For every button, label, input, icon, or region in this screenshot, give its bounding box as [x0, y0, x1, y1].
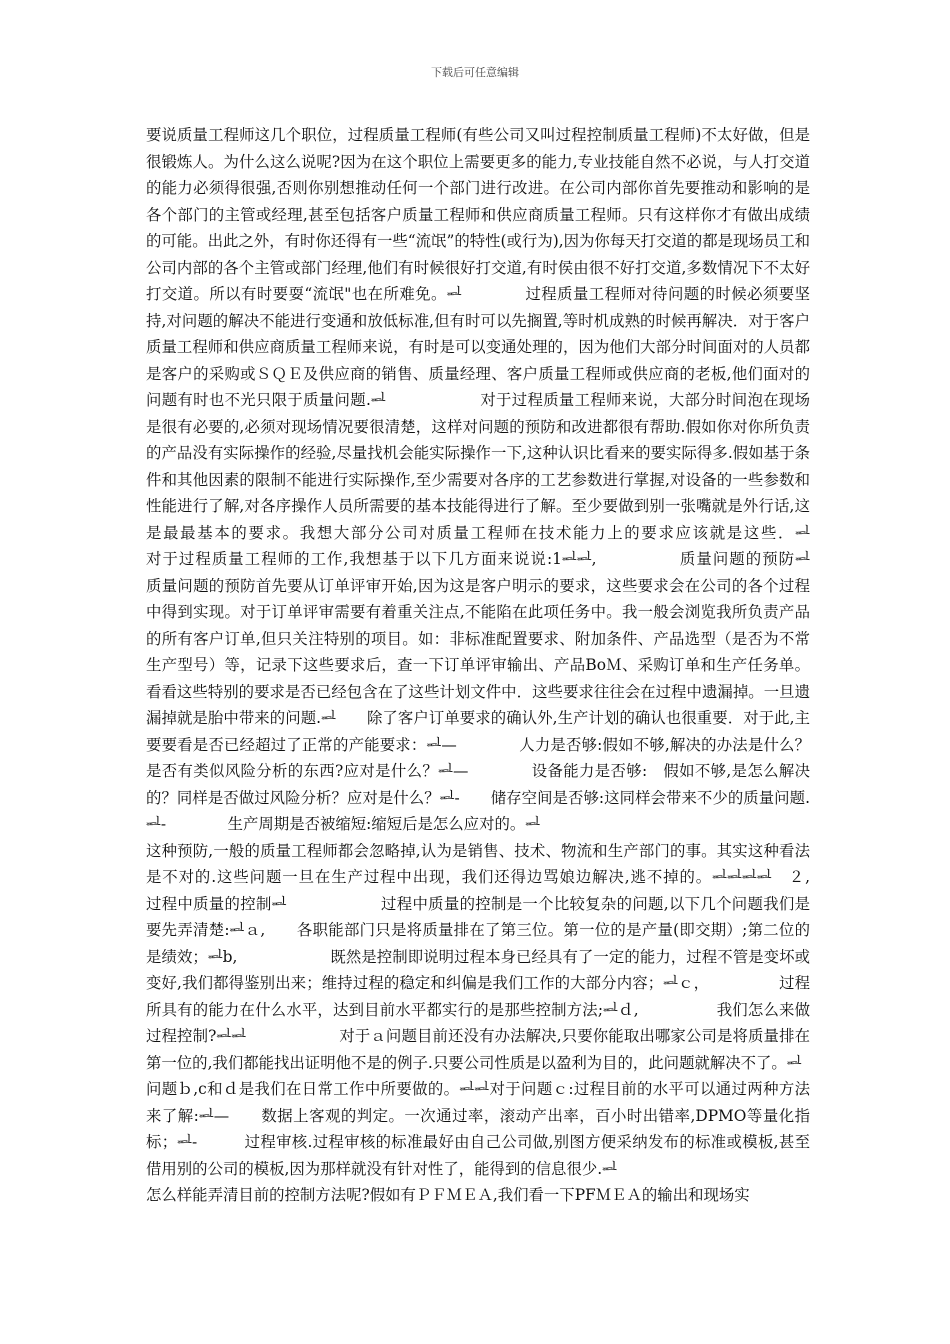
paragraph: 问题ｂ,c和ｄ是我们在日常工作中所要做的。ᆋᆋ对于问题ｃ:过程目前的水平可以通过两种方法来了解:ᆋ— 数据上客观的判定。一次通过率，滚动产出率，百小时出错率,DPMO等量化指标；ᆋ- 过程审核.过程审核的标准最好由自己公司做,别图方便采纳发布的标准或模板,甚至借用别的公司的模板,因为那样就没有针对性了，能得到的信息很少.ᆋ	[146, 1080, 810, 1178]
paragraph: 怎么样能弄清目前的控制方法呢?假如有ＰＦＭＥＡ,我们看一下PFＭＥＡ的输出和现场实	[146, 1186, 750, 1204]
paragraph: 要说质量工程师这几个职位，过程质量工程师(有些公司又叫过程控制质量工程师)不太好做，但是很锻炼人。为什么这么说呢?因为在这个职位上需要更多的能力,专业技能自然不必说，与人打交道的能力必须得很强,否则你别想推动任何一个部门进行改进。在公司内部你首先要推动和影响的是各个部门的主管或经理,甚至包括客户质量工程师和供应商质量工程师。只有这样你才有做出成绩的可能。出此之外，有时你还得有一些“流氓”的特性(或行为),因为你每天打交道的都是现场员工和公司内部的各个主管或部门经理,他们有时候很好打交道,有时侯由很不好打交道,多数情况下不太好打交道。所以有时要耍“流氓"也在所难免。ᆋ 过程质量工程师对待问题的时候必须要坚持,对问题的解决不能进行变通和放低标准,但有时可以先搁置,等时机成熟的时候再解决．对于客户质量工程师和供应商质量工程师来说，有时是可以变通处理的，因为他们大部分时间面对的人员都是客户的采购或ＳＱＥ及供应商的销售、质量经理、客户质量工程师或供应商的老板,他们面对的问题有时也不光只限于质量问题.ᆋ 对于过程质量工程师来说，大部分时间泡在现场是很有必要的,必须对现场情况要很清楚，这样对问题的预防和改进都很有帮助.假如你对你所负责的产品没有实际操作的经验,尽量找机会能实际操作一下,这种认识比看来的要实际得多.假如基于条件和其他因素的限制不能进行实际操作,至少需要对各序的工艺参数进行掌握,对设备的一些参数和性能进行了解,对各序操作人员所需要的基本技能得进行了解。至少要做到别一张嘴就是外行话,这是最最基本的要求。我想大部分公司对质量工程师在技术能力上的要求应该就是这些．ᆋ 对于过程质量工程师的工作,我想基于以下几方面来说说:1ᆋᆋ, 质量问题的预防ᆋ 质量问题的预防首先要从订单评审开始,因为这是客户明示的要求，这些要求会在公司的各个过程中得到实现。对于订单评审需要有着重关注点,不能陷在此项任务中。我一般会浏览我所负责产品的所有客户订单,但只关注特别的项目。如：非标准配置要求、附加条件、产品选型（是否为不常生产型号）等，记录下这些要求后，查一下订单评审输出、产品BoＭ、采购订单和生产任务单。看看这些特别的要求是否已经包含在了这些计划文件中．这些要求往往会在过程中遗漏掉。一旦遗漏掉就是胎中带来的问题.ᆋ 除了客户订单要求的确认外,生产计划的确认也很重要．对于此,主要要看是否已经超过了正常的产能要求：ᆋ— 人力是否够:假如不够,解决的办法是什么？ 是否有类似风险分析的东西?应对是什么？ᆋ— 设备能力是否够: 假如不够,是怎么解决的？同样是否做过风险分析？应对是什么？ᆋ- 储存空间是否够:这同样会带来不少的质量问题.ᆋ- 生产周期是否被缩短:缩短后是怎么应对的。ᆋ	[146, 126, 872, 833]
download-note: 下载后可任意编辑	[431, 66, 519, 79]
paragraph: 这种预防,一般的质量工程师都会忽略掉,认为是销售、技术、物流和生产部门的事。其实这种看法是不对的.这些问题一旦在生产过程中出现，我们还得边骂娘边解决,逃不掉的。ᆋᆋᆋᆋ ２, 过程中质量的控制ᆋ 过程中质量的控制是一个比较复杂的问题,以下几个问题我们是要先弄清楚:ᆋａ, 各职能部门只是将质量排在了第三位。第一位的是产量(即交期）;第二位的是绩效；ᆋb, 既然是控制即说明过程本身已经具有了一定的能力，过程不管是变坏或变好,我们都得鉴别出来；维持过程的稳定和纠偏是我们工作的大部分内容；ᆋｃ， 过程所具有的能力在什么水平，达到目前水平都实行的是那些控制方法;ᆋｄ, 我们怎么来做过程控制?ᆋᆋ 对于ａ问题目前还没有办法解决,只要你能取出哪家公司是将质量排在第一位的,我们都能找出证明他不是的例子.只要公司性质是以盈利为目的，此问题就解决不了。ᆋ	[146, 841, 887, 1072]
document-body	[146, 122, 887, 1209]
